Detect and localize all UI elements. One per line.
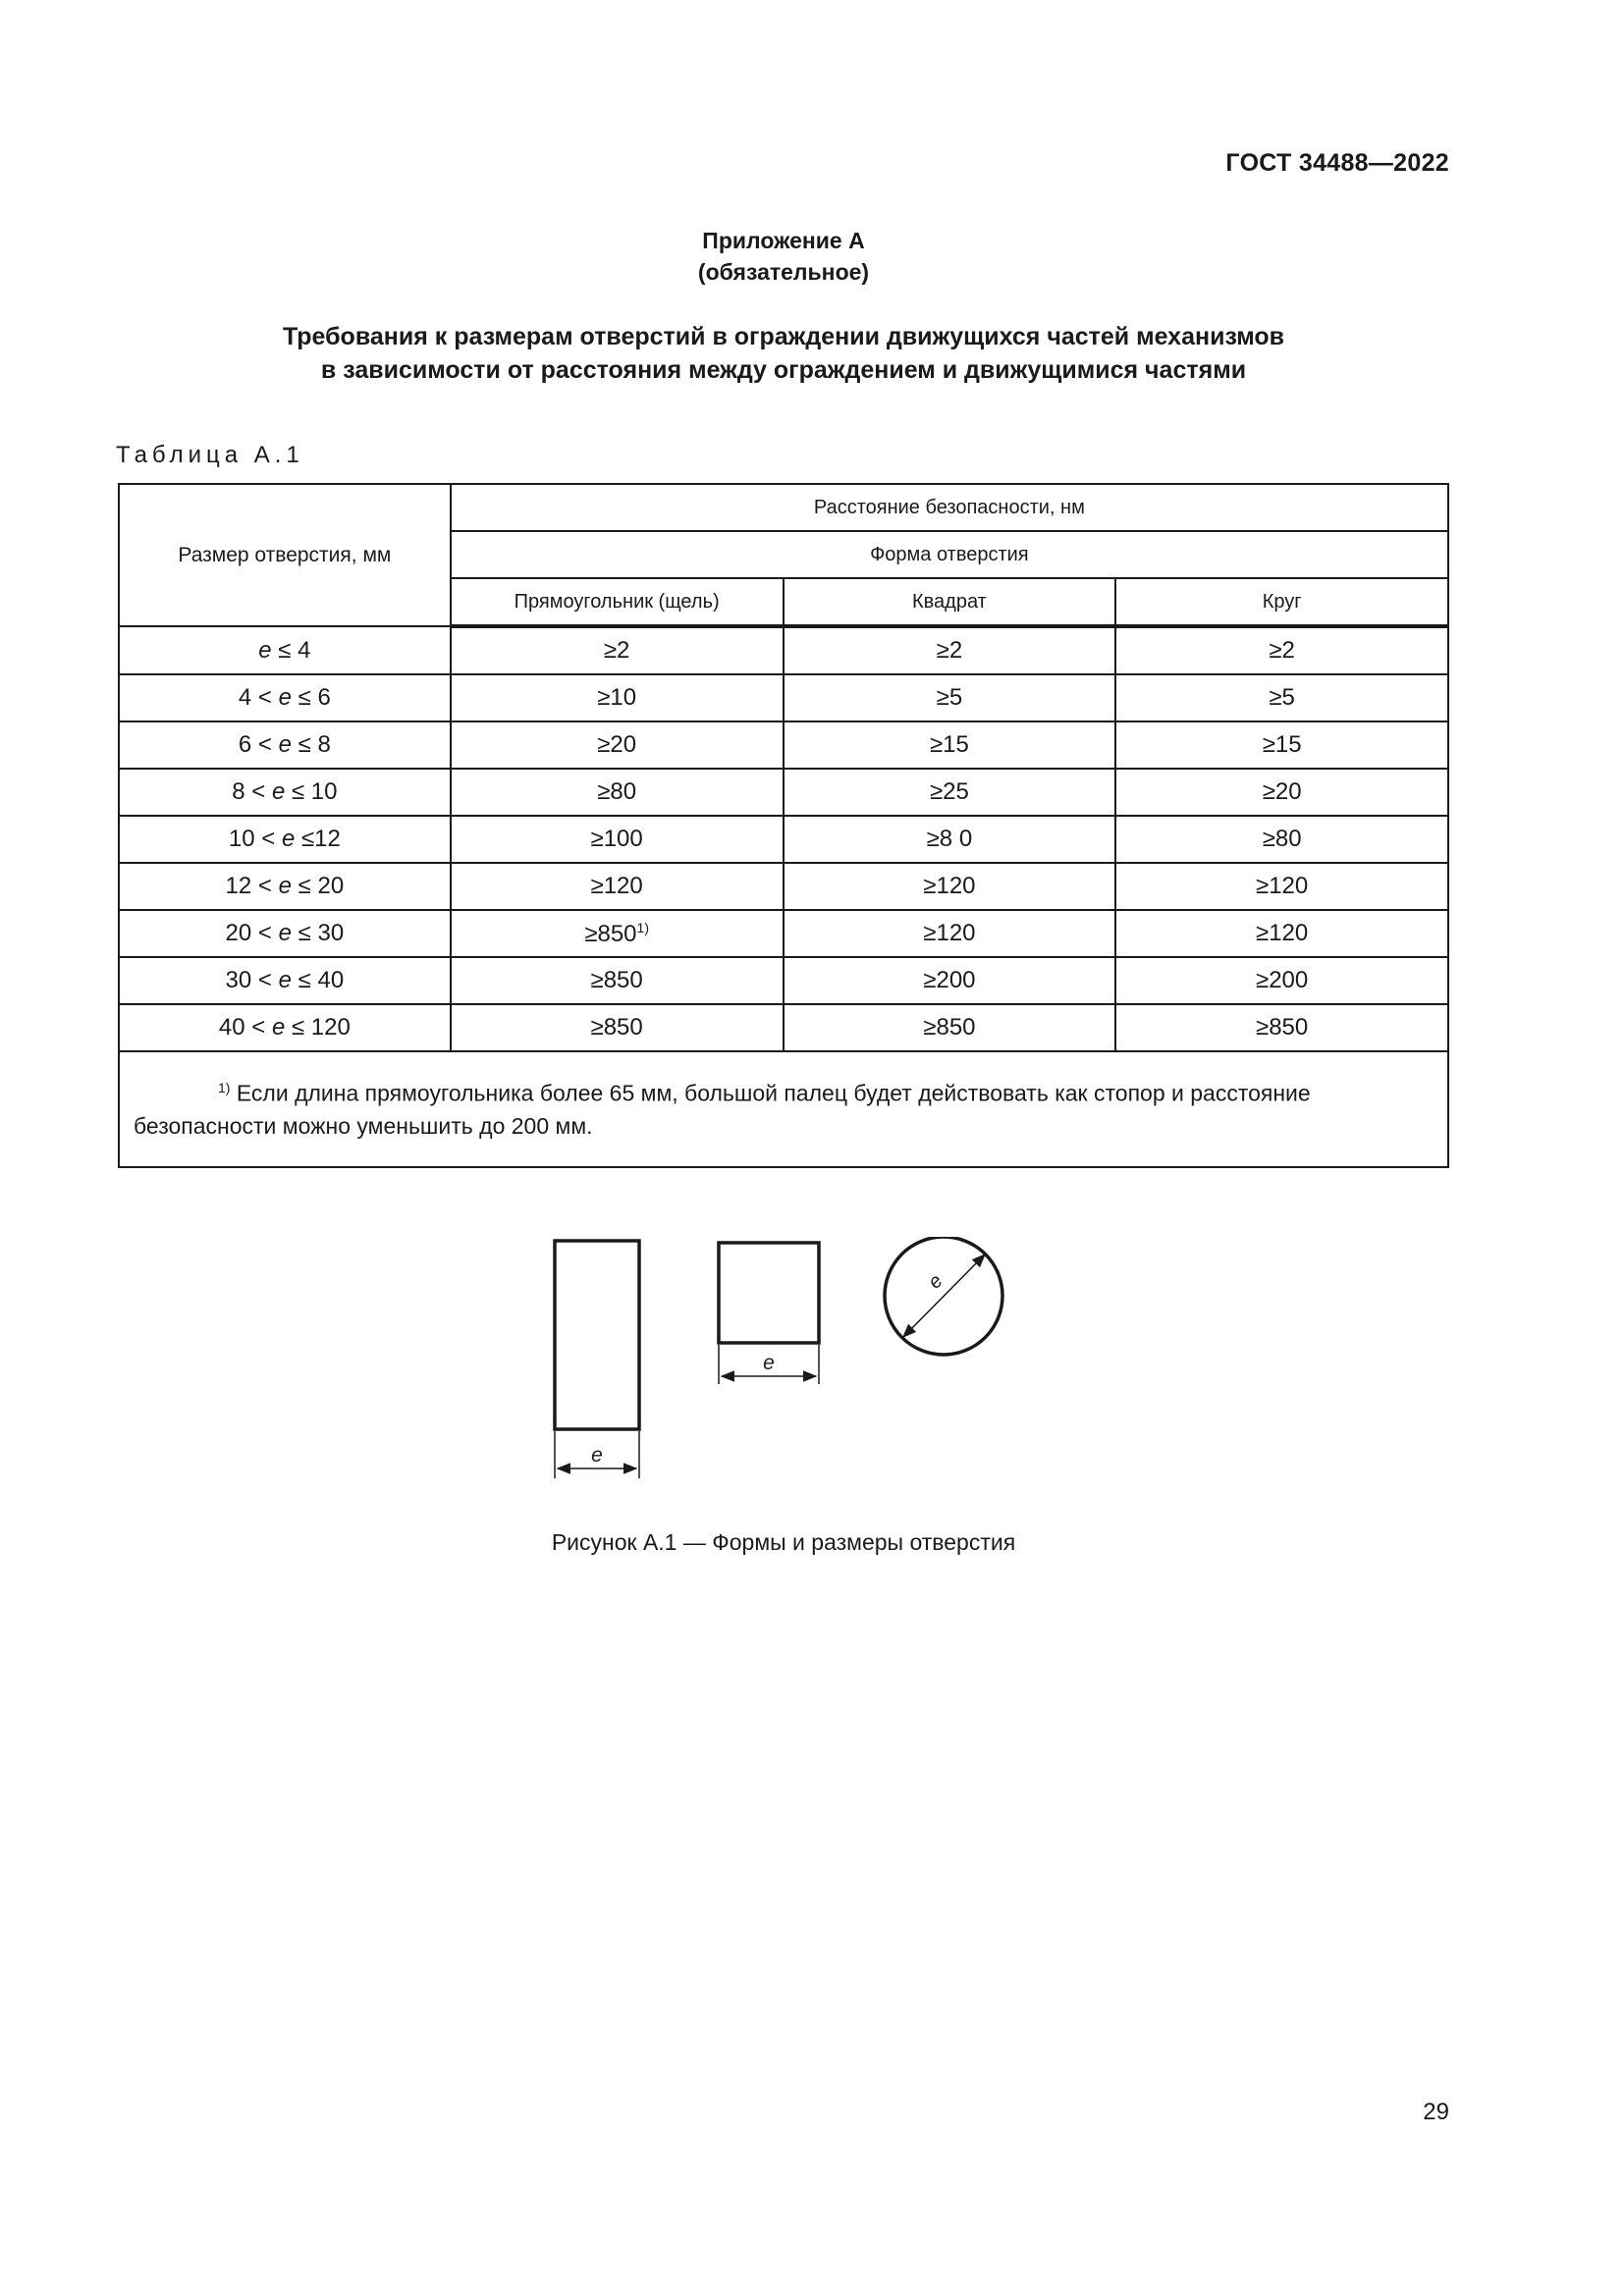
rectangle-value: ≥2	[451, 626, 784, 674]
range-lower: 12 <	[225, 873, 272, 899]
opening-shapes-figure	[538, 1237, 1039, 1492]
footnote-text: Если длина прямоугольника более 65 мм, большой палец будет действовать как стопор и расстояние безопасности можно уменьшить до 200 мм.	[134, 1080, 1311, 1139]
safety-distance-table	[118, 483, 1449, 1168]
variable-e: e	[278, 731, 292, 758]
size-range-cell	[119, 769, 451, 816]
circle-value: ≥15	[1115, 721, 1448, 769]
annex-status: (обязательное)	[697, 259, 870, 285]
range-upper: ≤ 40	[298, 967, 345, 993]
circle-value: ≥200	[1115, 957, 1448, 1004]
range-lower: 10 <	[228, 826, 276, 852]
column-header-circle: Круг	[1115, 578, 1448, 626]
table-row	[119, 1004, 1448, 1051]
variable-e: e	[281, 826, 296, 852]
variable-e: e	[278, 920, 292, 946]
circle-value: ≥20	[1115, 769, 1448, 816]
square-shape	[719, 1243, 819, 1384]
square-value: ≥120	[784, 863, 1116, 910]
standard-code: ГОСТ 34488—2022	[1225, 149, 1449, 177]
table-footnote	[119, 1051, 1448, 1167]
size-range-cell	[119, 816, 451, 863]
range-lower: 20 <	[225, 920, 272, 946]
table-row	[119, 674, 1448, 721]
range-upper: ≤ 120	[291, 1014, 351, 1041]
square-value: ≥850	[784, 1004, 1116, 1051]
rectangle-shape	[555, 1241, 639, 1478]
range-lower: 8 <	[232, 778, 266, 805]
document-title-line-2: в зависимости от расстояния между ограждением и движущимися частями	[320, 356, 1247, 384]
circle-diameter-arrow	[903, 1255, 985, 1337]
rectangle-value: ≥850	[451, 957, 784, 1004]
table-row	[119, 863, 1448, 910]
range-upper: ≤ 20	[298, 873, 345, 899]
variable-e: e	[278, 967, 292, 993]
circle-value: ≥850	[1115, 1004, 1448, 1051]
size-range-cell	[119, 674, 451, 721]
range-lower: 4 <	[238, 684, 272, 711]
rectangle-value: ≥850	[451, 1004, 784, 1051]
size-range-cell	[119, 626, 451, 674]
range-upper: ≤ 8	[298, 731, 331, 758]
range-upper: ≤ 4	[278, 636, 311, 664]
variable-e: e	[278, 873, 292, 899]
rectangle-dimension-label: e	[591, 1444, 603, 1467]
range-upper: ≤ 6	[298, 684, 331, 711]
circle-value: ≥2	[1115, 626, 1448, 674]
variable-e: e	[271, 1014, 286, 1041]
range-upper: ≤12	[300, 826, 341, 852]
figure-caption: Рисунок А.1 — Формы и размеры отверстия	[551, 1529, 1016, 1555]
size-range-cell	[119, 910, 451, 957]
column-header-square: Квадрат	[784, 578, 1116, 626]
range-lower: 30 <	[225, 967, 272, 993]
footnote-reference: 1)	[636, 919, 649, 935]
rectangle-value: ≥10	[451, 674, 784, 721]
rectangle-value-text: ≥850	[584, 920, 637, 947]
range-lower: 6 <	[238, 731, 272, 758]
rectangle-value: ≥80	[451, 769, 784, 816]
table-row	[119, 626, 1448, 674]
square-value: ≥120	[784, 910, 1116, 957]
table-row	[119, 816, 1448, 863]
table-row	[119, 721, 1448, 769]
page-number: 29	[1423, 2099, 1449, 2125]
range-upper: ≤ 30	[298, 920, 345, 946]
table-row	[119, 910, 1448, 957]
group-header-safety-distance: Расстояние безопасности, нм	[451, 484, 1448, 531]
circle-value: ≥120	[1115, 910, 1448, 957]
size-range-cell	[119, 863, 451, 910]
table-label: Таблица А.1	[116, 442, 304, 468]
square-value: ≥5	[784, 674, 1116, 721]
subgroup-header-shape: Форма отверстия	[451, 531, 1448, 578]
column-header-rectangle: Прямоугольник (щель)	[451, 578, 784, 626]
circle-value: ≥80	[1115, 816, 1448, 863]
table-footnote-row	[119, 1051, 1448, 1167]
row-header-opening-size: Размер отверстия, мм	[119, 484, 451, 626]
square-value: ≥8 0	[784, 816, 1116, 863]
range-upper: ≤ 10	[291, 778, 338, 805]
circle-dimension-label: e	[924, 1270, 947, 1294]
variable-e: e	[278, 684, 292, 711]
document-title	[118, 320, 1449, 387]
square-value: ≥25	[784, 769, 1116, 816]
circle-value: ≥5	[1115, 674, 1448, 721]
size-range-cell	[119, 957, 451, 1004]
rectangle-value: ≥20	[451, 721, 784, 769]
document-title-line-1: Требования к размерам отверстий в ограждении движущихся частей механизмов	[282, 323, 1285, 350]
circle-value: ≥120	[1115, 863, 1448, 910]
range-lower: 40 <	[218, 1014, 266, 1041]
variable-e: e	[258, 636, 272, 664]
square-value: ≥2	[784, 626, 1116, 674]
table-row	[119, 957, 1448, 1004]
footnote-marker: 1)	[218, 1080, 231, 1095]
annex-title: Приложение А	[702, 228, 865, 253]
rectangle-value: ≥100	[451, 816, 784, 863]
size-range-cell	[119, 1004, 451, 1051]
square-dimension-label: e	[763, 1352, 775, 1374]
rectangle-value: ≥120	[451, 863, 784, 910]
rectangle-value	[451, 910, 784, 957]
variable-e: e	[271, 778, 286, 805]
size-range-cell	[119, 721, 451, 769]
circle-shape	[885, 1237, 1002, 1355]
square-value: ≥200	[784, 957, 1116, 1004]
table-row	[119, 769, 1448, 816]
square-value: ≥15	[784, 721, 1116, 769]
